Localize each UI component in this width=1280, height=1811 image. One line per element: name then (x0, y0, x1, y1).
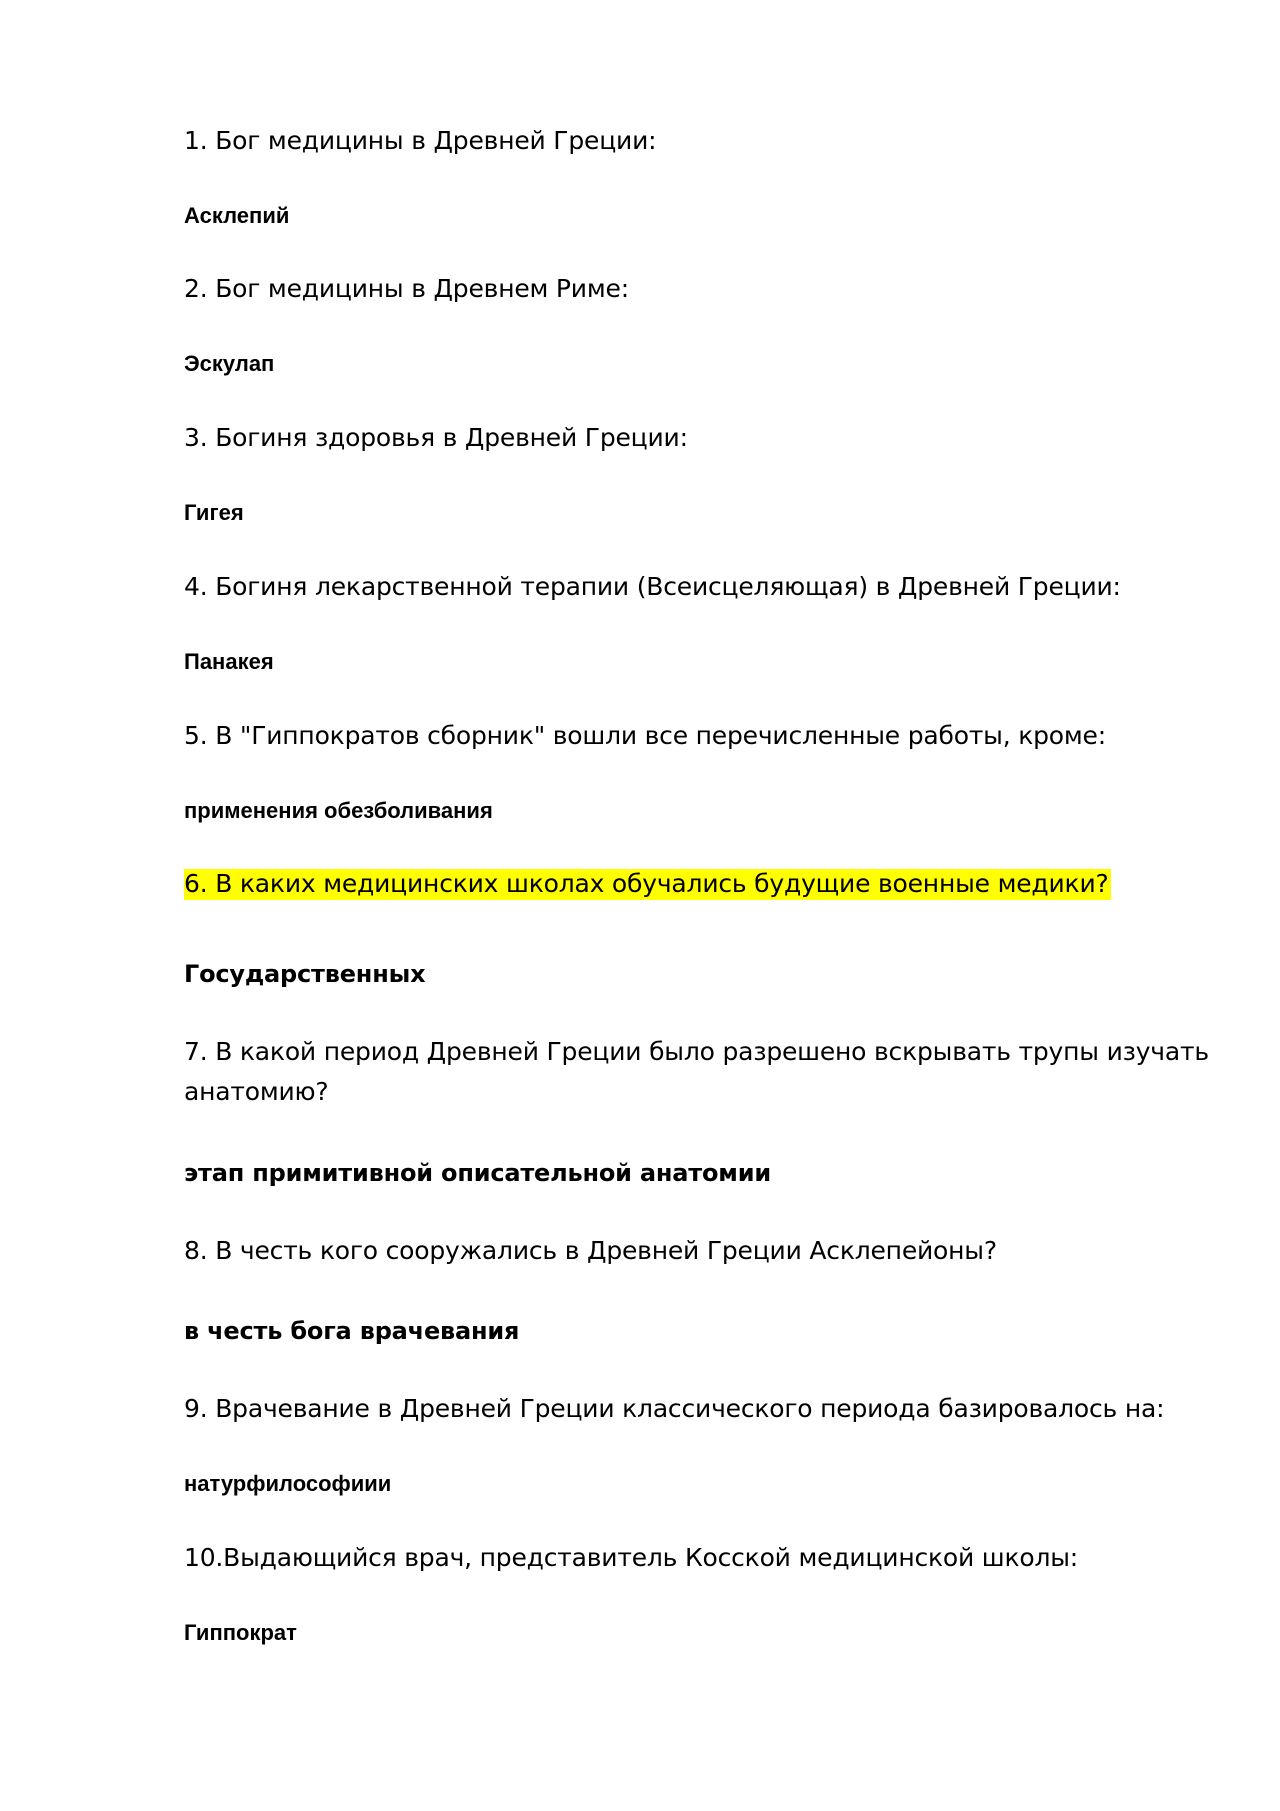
question-7-line-2: анатомию? (184, 1077, 329, 1106)
answer-4: Панакея (184, 649, 274, 674)
question-2: 2. Бог медицины в Древнем Риме: (184, 274, 629, 303)
answer-3: Гигея (184, 500, 244, 525)
question-5: 5. В "Гиппократов сборник" вошли все перечисленные работы, кроме: (184, 721, 1106, 750)
answer-5: применения обезболивания (184, 798, 493, 823)
question-9: 9. Врачевание в Древней Греции классического периода базировалось на: (184, 1394, 1165, 1423)
question-10: 10.Выдающийся врач, представитель Косской медицинской школы: (184, 1543, 1079, 1572)
answer-2: Эскулап (184, 351, 275, 376)
question-8: 8. В честь кого сооружались в Древней Греции Асклепейоны? (184, 1236, 997, 1265)
question-3: 3. Богиня здоровья в Древней Греции: (184, 423, 688, 452)
highlight-mark: 6. В каких медицинских школах обучались будущие военные медики? (184, 869, 1109, 898)
answer-6: Государственных (184, 960, 426, 988)
answer-10: Гиппократ (184, 1620, 297, 1645)
question-4: 4. Богиня лекарственной терапии (Всеисцеляющая) в Древней Греции: (184, 572, 1121, 601)
answer-7: этап примитивной описательной анатомии (184, 1159, 771, 1187)
answer-1: Асклепий (184, 203, 290, 228)
answer-9: натурфилософиии (184, 1471, 392, 1496)
question-1: 1. Бог медицины в Древней Греции: (184, 126, 657, 155)
question-7-line-1: 7. В какой период Древней Греции было разрешено вскрывать трупы изучать (184, 1037, 1209, 1066)
question-6-highlighted (184, 869, 1111, 899)
answer-8: в честь бога врачевания (184, 1317, 520, 1345)
